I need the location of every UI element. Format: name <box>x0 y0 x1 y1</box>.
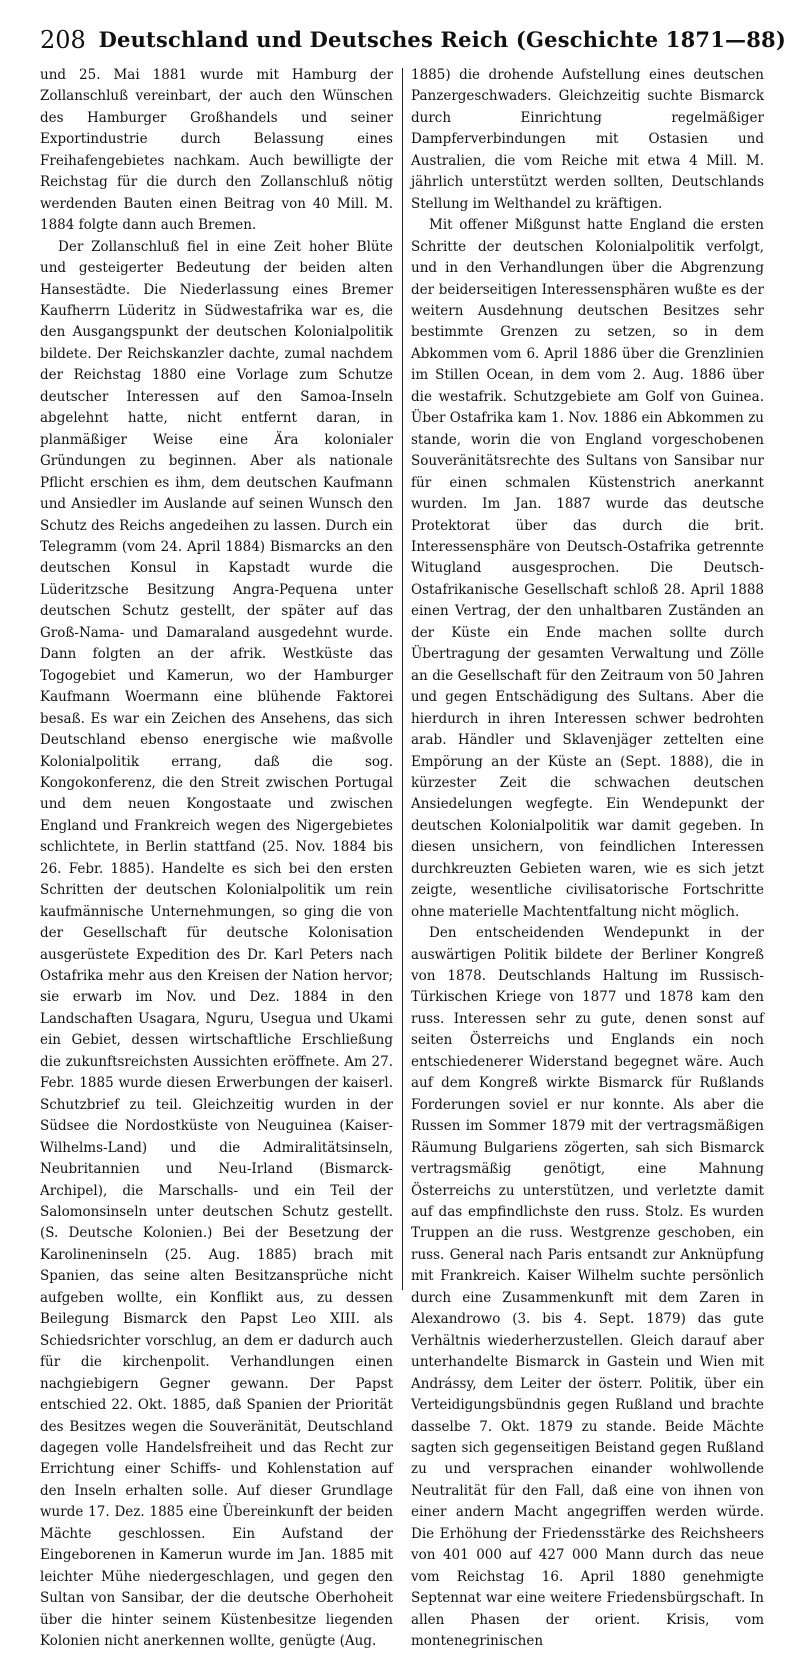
page-number: 208 <box>40 26 86 54</box>
running-head-title: Deutschland und Deutsches Reich (Geschichte 1871—88) <box>98 27 786 52</box>
right-text-column <box>411 65 764 1650</box>
paragraph-zollanschluss-vereinbart: und 25. Mai 1881 wurde mit Hamburg der Zollanschluß vereinbart, der auch den Wünschen des Hamburger Großhandels und seiner Exportindustrie durch Belassung eines Freihafengebietes nachkam. Auch bewilligte der Reichstag für die durch den Zollanschluß nötig werdenden Bauten einen Beitrag von 40 Mill. M. 1884 folgte dann auch Bremen. <box>40 67 393 234</box>
left-text-column <box>40 65 393 1650</box>
paragraph-berliner-kongress: Den entscheidenden Wendepunkt in der auswärtigen Politik bildete der Berliner Kongreß von 1878. Deutschlands Haltung im Russisch-Türkischen Kriege von 1877 und 1878 kam den russ. Interessen sehr zu gute, denen sonst auf seiten Österreichs und Englands ein noch entschiedenerer Widerstand begegnet wäre. Auch auf dem Kongreß wirkte Bismarck für Rußlands Forderungen soviel er nur konnte. Als aber die Russen im Sommer 1879 mit der vertragsmäßigen Räumung Bulgariens zögerten, sah sich Bismarck vertragsmäßig genötigt, eine Mahnung Österreichs zu unterstützen, und verletzte damit auf das empfindlichste den russ. Stolz. Es wurden Truppen an die russ. Westgrenze geschoben, ein russ. General nach Paris entsandt zur Anknüpfung mit Frankreich. Kaiser Wilhelm suchte persönlich durch eine Zusammenkunft mit dem Zaren in Alexandrowo (3. bis 4. Sept. 1879) das gute Verhältnis wiederherzustellen. Gleich darauf aber unterhandelte Bismarck in Gastein und Wien mit Andrássy, dem Leiter der österr. Politik, über ein Verteidigungsbündnis gegen Rußland und brachte dasselbe 7. Okt. 1879 zu stande. Beide Mächte sagten sich gegenseitigen Beistand gegen Rußland zu und versprachen einander wohlwollende Neutralität für den Fall, daß eine von ihnen von einer andern Macht angegriffen werden würde. Die Erhöhung der Friedensstärke des Reichsheers von 401 000 auf 427 000 Mann durch das neue vom Reichstag 16. April 1880 genehmigte Septennat war eine weitere Friedensbürgschaft. In allen Phasen der orient. Krisis, vom montenegrinischen <box>411 925 764 1650</box>
page-header <box>40 24 790 64</box>
paragraph-panzergeschwader: 1885) die drohende Aufstellung eines deutschen Panzergeschwaders. Gleichzeitig suchte Bismarck durch Einrichtung regelmäßiger Dampferverbindungen mit Ostasien und Australien, die vom Reiche mit etwa 4 Mill. M. jährlich unterstützt werden sollten, Deutschlands Stellung im Welthandel zu kräftigen. <box>411 67 764 212</box>
paragraph-england-missgunst: Mit offener Mißgunst hatte England die ersten Schritte der deutschen Kolonialpolitik verfolgt, und in den Verhandlungen über die Abgrenzung der beiderseitigen Interessensphären wußte es der weitern Ausdehnung deutschen Besitzes sehr bestimmte Grenzen zu setzen, so in dem Abkommen vom 6. April 1886 über die Grenzlinien im Stillen Ocean, in dem vom 2. Aug. 1886 über die westafrik. Schutzgebiete am Golf von Guinea. Über Ostafrika kam 1. Nov. 1886 ein Abkommen zu stande, worin die von England vorgeschobenen Souveränitätsrechte des Sultans von Sansibar nur für einen schmalen Küstenstrich anerkannt wurden. Im Jan. 1887 wurde das deutsche Protektorat über das durch die brit. Interessensphäre von Deutsch-Ostafrika getrennte Witugland ausgesprochen. Die Deutsch-Ostafrikanische Gesellschaft schloß 28. April 1888 einen Vertrag, der den unhaltbaren Zuständen an der Küste ein Ende machen sollte durch Übertragung der gesamten Verwaltung und Zölle an die Gesellschaft für den Zeitraum von 50 Jahren und gegen Entschädigung des Sultans. Aber die hierdurch in ihren Interessen schwer bedrohten arab. Händler und Sklavenjäger zettelten eine Empörung an der Küste an (Sept. 1888), die in kürzester Zeit die schwachen deutschen Ansiedelungen wegfegte. Ein Wendepunkt der deutschen Kolonialpolitik war damit gegeben. In diesen unsichern, von feindlichen Interessen durchkreuzten Gebieten waren, wie es sich jetzt zeigte, wesentliche civilisatorische Fortschritte ohne materielle Machtentfaltung nicht möglich. <box>411 217 764 920</box>
column-divider <box>402 68 403 1290</box>
paragraph-kolonialpolitik-anfaenge: Der Zollanschluß fiel in eine Zeit hoher Blüte und gesteigerter Bedeutung der beiden alten Hansestädte. Die Niederlassung eines Bremer Kaufherrn Lüderitz in Südwestafrika war es, die den Ausgangspunkt der deutschen Kolonialpolitik bildete. Der Reichskanzler dachte, zumal nachdem der Reichstag 1880 eine Vorlage zum Schutze deutscher Interessen auf den Samoa-Inseln abgelehnt hatte, nicht entfernt daran, in planmäßiger Weise eine Ära kolonialer Gründungen zu beginnen. Aber als nationale Pflicht erschien es ihm, dem deutschen Kaufmann und Ansiedler im Auslande auf seinen Wunsch den Schutz des Reichs angedeihen zu lassen. Durch ein Telegramm (vom 24. April 1884) Bismarcks an den deutschen Konsul in Kapstadt wurde die Lüderitzsche Besitzung Angra-Pequena unter deutschen Schutz gestellt, der später auf das Groß-Nama- und Damaraland ausgedehnt wurde. Dann folgten an der afrik. Westküste das Togogebiet und Kamerun, wo der Hamburger Kaufmann Woermann eine blühende Faktorei besaß. Es war ein Zeichen des Ansehens, das sich Deutschland ebenso energische wie maßvolle Kolonialpolitik errang, daß die sog. Kongokonferenz, die den Streit zwischen Portugal und dem neuen Kongostaate und zwischen England und Frankreich wegen des Nigergebietes schlichtete, in Berlin stattfand (25. Nov. 1884 bis 26. Febr. 1885). Handelte es sich bei den ersten Schritten der deutschen Kolonialpolitik um rein kaufmännische Unternehmungen, so ging die von der Gesellschaft für deutsche Kolonisation ausgerüstete Expedition des Dr. Karl Peters nach Ostafrika mehr aus den Kreisen der Nation hervor; sie erwarb im Nov. und Dez. 1884 in den Landschaften Usagara, Nguru, Usegua und Ukami ein Gebiet, dessen wirtschaftliche Erschließung die zukunftsreichsten Aussichten eröffnete. Am 27. Febr. 1885 wurde diesen Erwerbungen der kaiserl. Schutzbrief zu teil. Gleichzeitig wurden in der Südsee die Nordostküste von Neuguinea (Kaiser-Wilhelms-Land) und die Admiralitätsinseln, Neubritannien und Neu-Irland (Bismarck-Archipel), die Marschalls- und ein Teil der Salomonsinseln unter deutschen Schutz gestellt. (S. Deutsche Kolonien.) Bei der Besetzung der Karolineninseln (25. Aug. 1885) brach mit Spanien, das seine alten Besitzansprüche nicht aufgeben wollte, ein Konflikt aus, zu dessen Beilegung Bismarck den Papst Leo XIII. als Schiedsrichter vorschlug, an dem er dadurch auch für die kirchenpolit. Verhandlungen einen nachgiebigern Gegner gewann. Der Papst entschied 22. Okt. 1885, daß Spanien der Priorität des Besitzes wegen die Souveränität, Deutschland dagegen volle Handelsfreiheit und das Recht zur Errichtung einer Schiffs- und Kohlenstation auf den Inseln erhalten solle. Auf dieser Grundlage wurde 17. Dez. 1885 eine Übereinkunft der beiden Mächte geschlossen. Ein Aufstand der Eingeborenen in Kamerun wurde im Jan. 1885 mit leichter Mühe niedergeschlagen, und gegen den Sultan von Sansibar, der die deutsche Oberhoheit über die hinter seinem Küstenbesitze liegenden Kolonien nicht anerkennen wollte, genügte (Aug. <box>40 238 393 1650</box>
